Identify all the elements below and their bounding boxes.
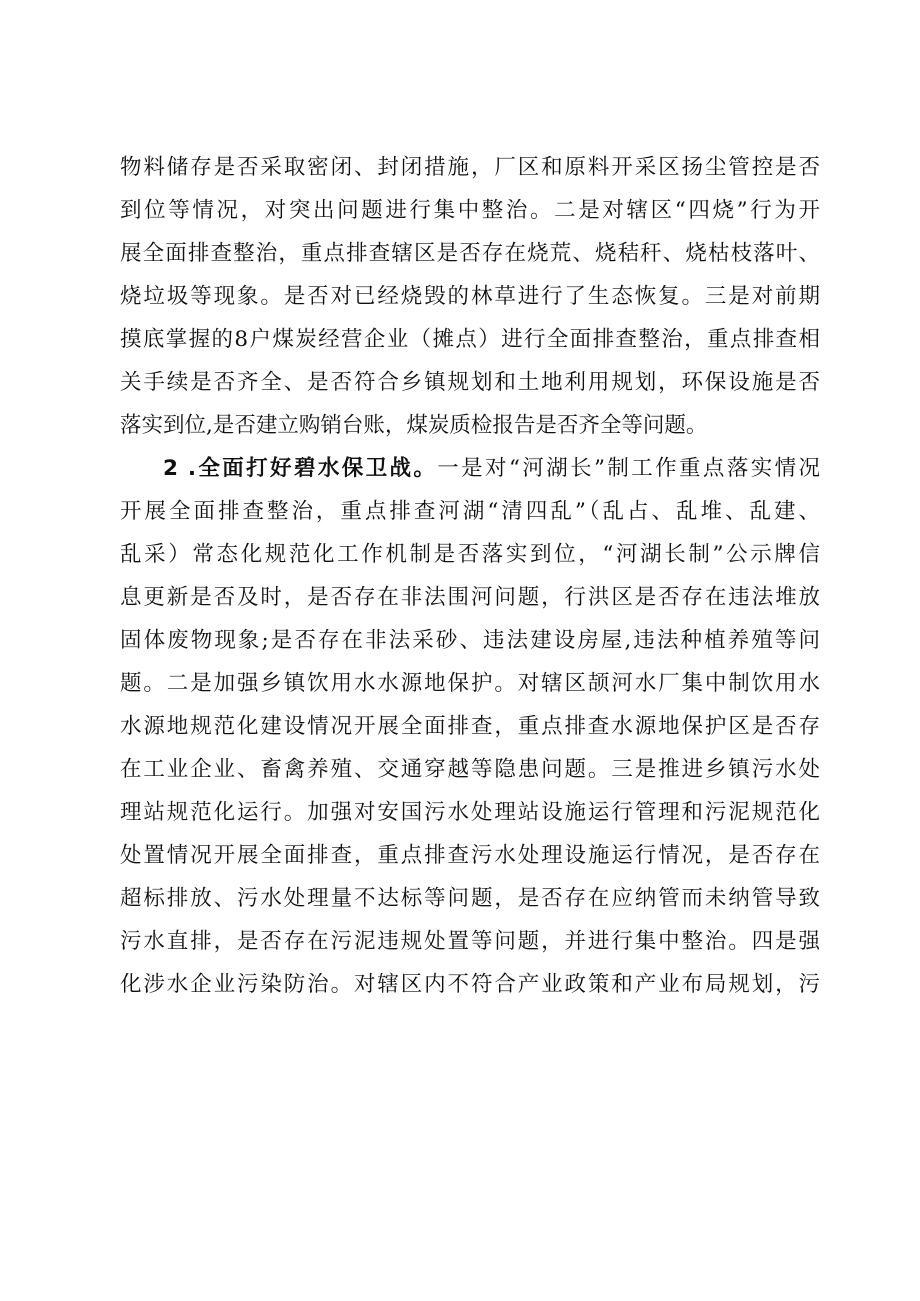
text-line: 化涉水企业污染防治。对辖区内不符合产业政策和产业布局规划，污 (120, 972, 820, 997)
text-line: 摸底掌握的8户煤炭经营企业（摊点）进行全面排查整治，重点排查相 (120, 327, 820, 352)
text-line: 水源地规范化建设情况开展全面排查，重点排查水源地保护区是否存 (120, 714, 820, 739)
section-heading: 2 .全面打好碧水保卫战。 (163, 456, 438, 481)
text-line: 固体废物现象;是否存在非法采砂、违法建设房屋,违法种植养殖等问 (120, 628, 820, 653)
text-line: 关手续是否齐全、是否符合乡镇规划和土地利用规划，环保设施是否 (120, 370, 820, 395)
paragraph-water-protection (120, 447, 820, 1006)
text-line: 处置情况开展全面排查，重点排查污水处理设施运行情况，是否存在 (120, 843, 820, 868)
heading-line-text: 一是对“河湖长”制工作重点落实情况 (437, 456, 820, 481)
text-line: 超标排放、污水处理量不达标等问题，是否存在应纳管而未纳管导致 (120, 886, 820, 911)
text-line: 理站规范化运行。加强对安国污水处理站设施运行管理和污泥规范化 (120, 800, 820, 825)
text-line: 烧垃圾等现象。是否对已经烧毁的林草进行了生态恢复。三是对前期 (120, 284, 820, 309)
text-line: 息更新是否及时，是否存在非法围河问题，行洪区是否存在违法堆放 (120, 585, 820, 610)
text-line: 开展全面排查整治，重点排查河湖“清四乱”（乱占、乱堆、乱建、 (120, 499, 820, 524)
text-line: 落实到位,是否建立购销台账，煤炭质检报告是否齐全等问题。 (120, 413, 708, 438)
text-line: 到位等情况，对突出问题进行集中整治。二是对辖区“四烧”行为开 (120, 198, 820, 223)
text-line: 题。二是加强乡镇饮用水水源地保护。对辖区颉河水厂集中制饮用水 (120, 671, 820, 696)
text-line: 展全面排查整治，重点排查辖区是否存在烧荒、烧秸秆、烧枯枝落叶、 (120, 241, 820, 266)
text-line: 物料储存是否采取密闭、封闭措施，厂区和原料开采区扬尘管控是否 (120, 155, 820, 180)
paragraph-first-line (120, 447, 820, 490)
text-line: 乱采）常态化规范化工作机制是否落实到位，“河湖长制”公示牌信 (120, 542, 820, 567)
text-line: 在工业企业、畜禽养殖、交通穿越等隐患问题。三是推进乡镇污水处 (120, 757, 820, 782)
paragraph-air-pollution (120, 146, 820, 447)
text-line: 污水直排，是否存在污泥违规处置等问题，并进行集中整治。四是强 (120, 929, 820, 954)
body-text (120, 146, 820, 1006)
